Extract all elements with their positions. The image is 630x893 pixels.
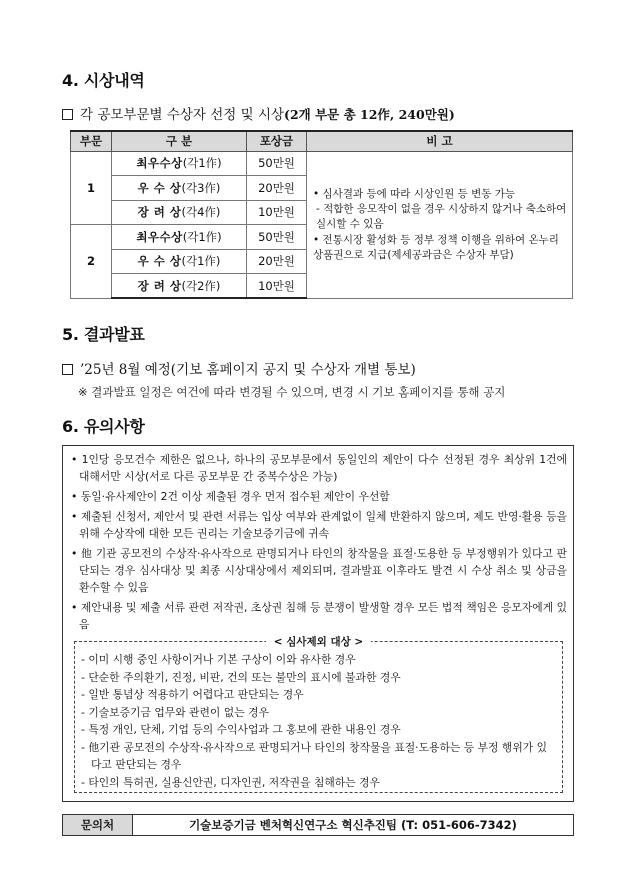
prize-cell	[112, 249, 247, 274]
list-item: - 단순한 주의환기, 진정, 비판, 건의 또는 불만의 표시에 불과한 경우	[81, 670, 401, 684]
remarks-line: • 심사결과 등에 따라 시상인원 등 변동 가능	[313, 187, 515, 200]
list-item: • 제안내용 및 제출 서류 관련 저작권, 초상권 침해 등 분쟁이 발생할 경우 모든 법적 책임은 응모자에게 있음	[71, 601, 567, 631]
section-4-title: 4. 시상내역	[62, 71, 145, 90]
prize-count: (각4作)	[181, 205, 221, 220]
prize-cell	[112, 151, 247, 176]
section-4-subtitle-main: 각 공모부문별 수상자 선정 및 시상	[80, 107, 285, 123]
table-row	[71, 151, 573, 176]
exclusion-title: < 심사제외 대상 >	[75, 634, 562, 649]
prize-name: 장 려 상	[137, 205, 182, 220]
remarks-line: • 전통시장 활성화 등 정부 정책 이행을 위하여 온누리상품권으로 지급(제세공과금은 수상자 부담)	[313, 233, 559, 261]
prize-name: 장 려 상	[137, 278, 182, 293]
amount-cell: 50만원	[247, 225, 307, 250]
amount-cell: 10만원	[247, 274, 307, 299]
list-item: - 특정 개인, 단체, 기업 등의 수익사업과 그 홍보에 관한 내용인 경우	[81, 723, 401, 736]
result-notice: ※ 결과발표 일정은 여건에 따라 변경될 수 있으며, 변경 시 기보 홈페이지를 통해 공지	[78, 385, 506, 399]
remarks-cell	[307, 151, 573, 298]
list-item: - 기술보증기금 업무와 관련이 없는 경우	[81, 705, 269, 719]
exclusion-list	[75, 642, 562, 791]
list-item: - 일반 통념상 적용하기 어렵다고 판단되는 경우	[81, 688, 304, 701]
header-amount: 포상금	[247, 131, 307, 151]
amount-cell: 50만원	[247, 151, 307, 176]
header-remarks: 비 고	[307, 131, 573, 151]
square-bullet-icon	[62, 109, 73, 120]
contact-label: 문의처	[63, 815, 133, 835]
amount-cell: 20만원	[247, 176, 307, 201]
prize-name: 우 수 상	[137, 254, 182, 269]
section-4-subtitle	[62, 103, 455, 123]
remarks-line: - 적합한 응모작이 없을 경우 시상하지 않거나 축소하여 실시할 수 있음	[316, 202, 567, 230]
prize-count: (각1作)	[182, 156, 222, 171]
division-cell: 2	[71, 225, 112, 299]
list-item: - 他기관 공모전의 수상작·유사작으로 판명되거나 타인의 창작물을 표절·도용하는 등 부정 행위가 있다고 판단되는 경우	[81, 740, 548, 771]
prize-name: 최우수상	[136, 229, 183, 244]
prize-cell	[112, 200, 247, 225]
list-item: - 이미 시행 중인 사항이거나 기본 구상이 이와 유사한 경우	[81, 653, 356, 666]
exclusion-box	[74, 636, 563, 793]
amount-cell: 10만원	[247, 200, 307, 225]
section-5-title: 5. 결과발표	[62, 325, 145, 344]
section-4-subtitle-detail: (2개 부문 총 12作, 240만원)	[284, 107, 455, 122]
header-division: 부문	[71, 131, 112, 151]
caution-box	[62, 445, 574, 802]
contact-value: 기술보증기금 벤처혁신연구소 혁신추진팀 (T: 051-606-7342)	[189, 818, 517, 832]
caution-list	[63, 446, 573, 633]
section-5-subtitle-text: ’25년 8월 예정(기보 홈페이지 공지 및 수상자 개별 통보)	[80, 362, 416, 378]
amount-cell: 20만원	[247, 249, 307, 274]
list-item: • 1인당 응모건수 제한은 없으나, 하나의 공모부문에서 동일인의 제안이 다수 선정된 경우 최상위 1건에 대해서만 시상(서로 다른 공모부문 간 중복수상은 가능)	[71, 453, 567, 483]
prize-count: (각1作)	[182, 229, 222, 244]
prize-cell	[112, 225, 247, 250]
section-5-subtitle	[62, 358, 416, 378]
prize-cell	[112, 176, 247, 201]
prize-name: 최우수상	[136, 156, 183, 171]
prize-count: (각3作)	[181, 180, 221, 195]
list-item: • 제출된 신청서, 제안서 및 관련 서류는 입상 여부와 관계없이 일체 반환하지 않으며, 제도 반영·활용 등을 위해 수상작에 대한 모든 권리는 기술보증기금에 귀속	[71, 510, 567, 540]
prize-name: 우 수 상	[137, 180, 182, 195]
square-bullet-icon	[62, 364, 73, 375]
section-6-title: 6. 유의사항	[62, 417, 145, 436]
award-table	[70, 130, 573, 299]
prize-count: (각2作)	[181, 278, 221, 293]
prize-cell	[112, 274, 247, 299]
contact-box	[62, 814, 574, 836]
list-item: - 타인의 특허권, 실용신안권, 디자인권, 저작권을 침해하는 경우	[81, 775, 380, 789]
list-item: • 他 기관 공모전의 수상작·유사작으로 판명되거나 타인의 창작물을 표절·도용한 등 부정행위가 있다고 판단되는 경우 심사대상 및 최종 시상대상에서 제외되며, 결과발표 이후라도 발견 시 수상 취소 및 상금을 환수할 수 있음	[71, 547, 567, 594]
prize-count: (각1作)	[181, 254, 221, 269]
list-item: • 동일·유사제안이 2건 이상 제출된 경우 먼저 접수된 제안이 우선함	[71, 490, 390, 503]
award-table-header	[71, 131, 573, 151]
division-cell: 1	[71, 151, 112, 225]
header-category: 구 분	[112, 131, 247, 151]
